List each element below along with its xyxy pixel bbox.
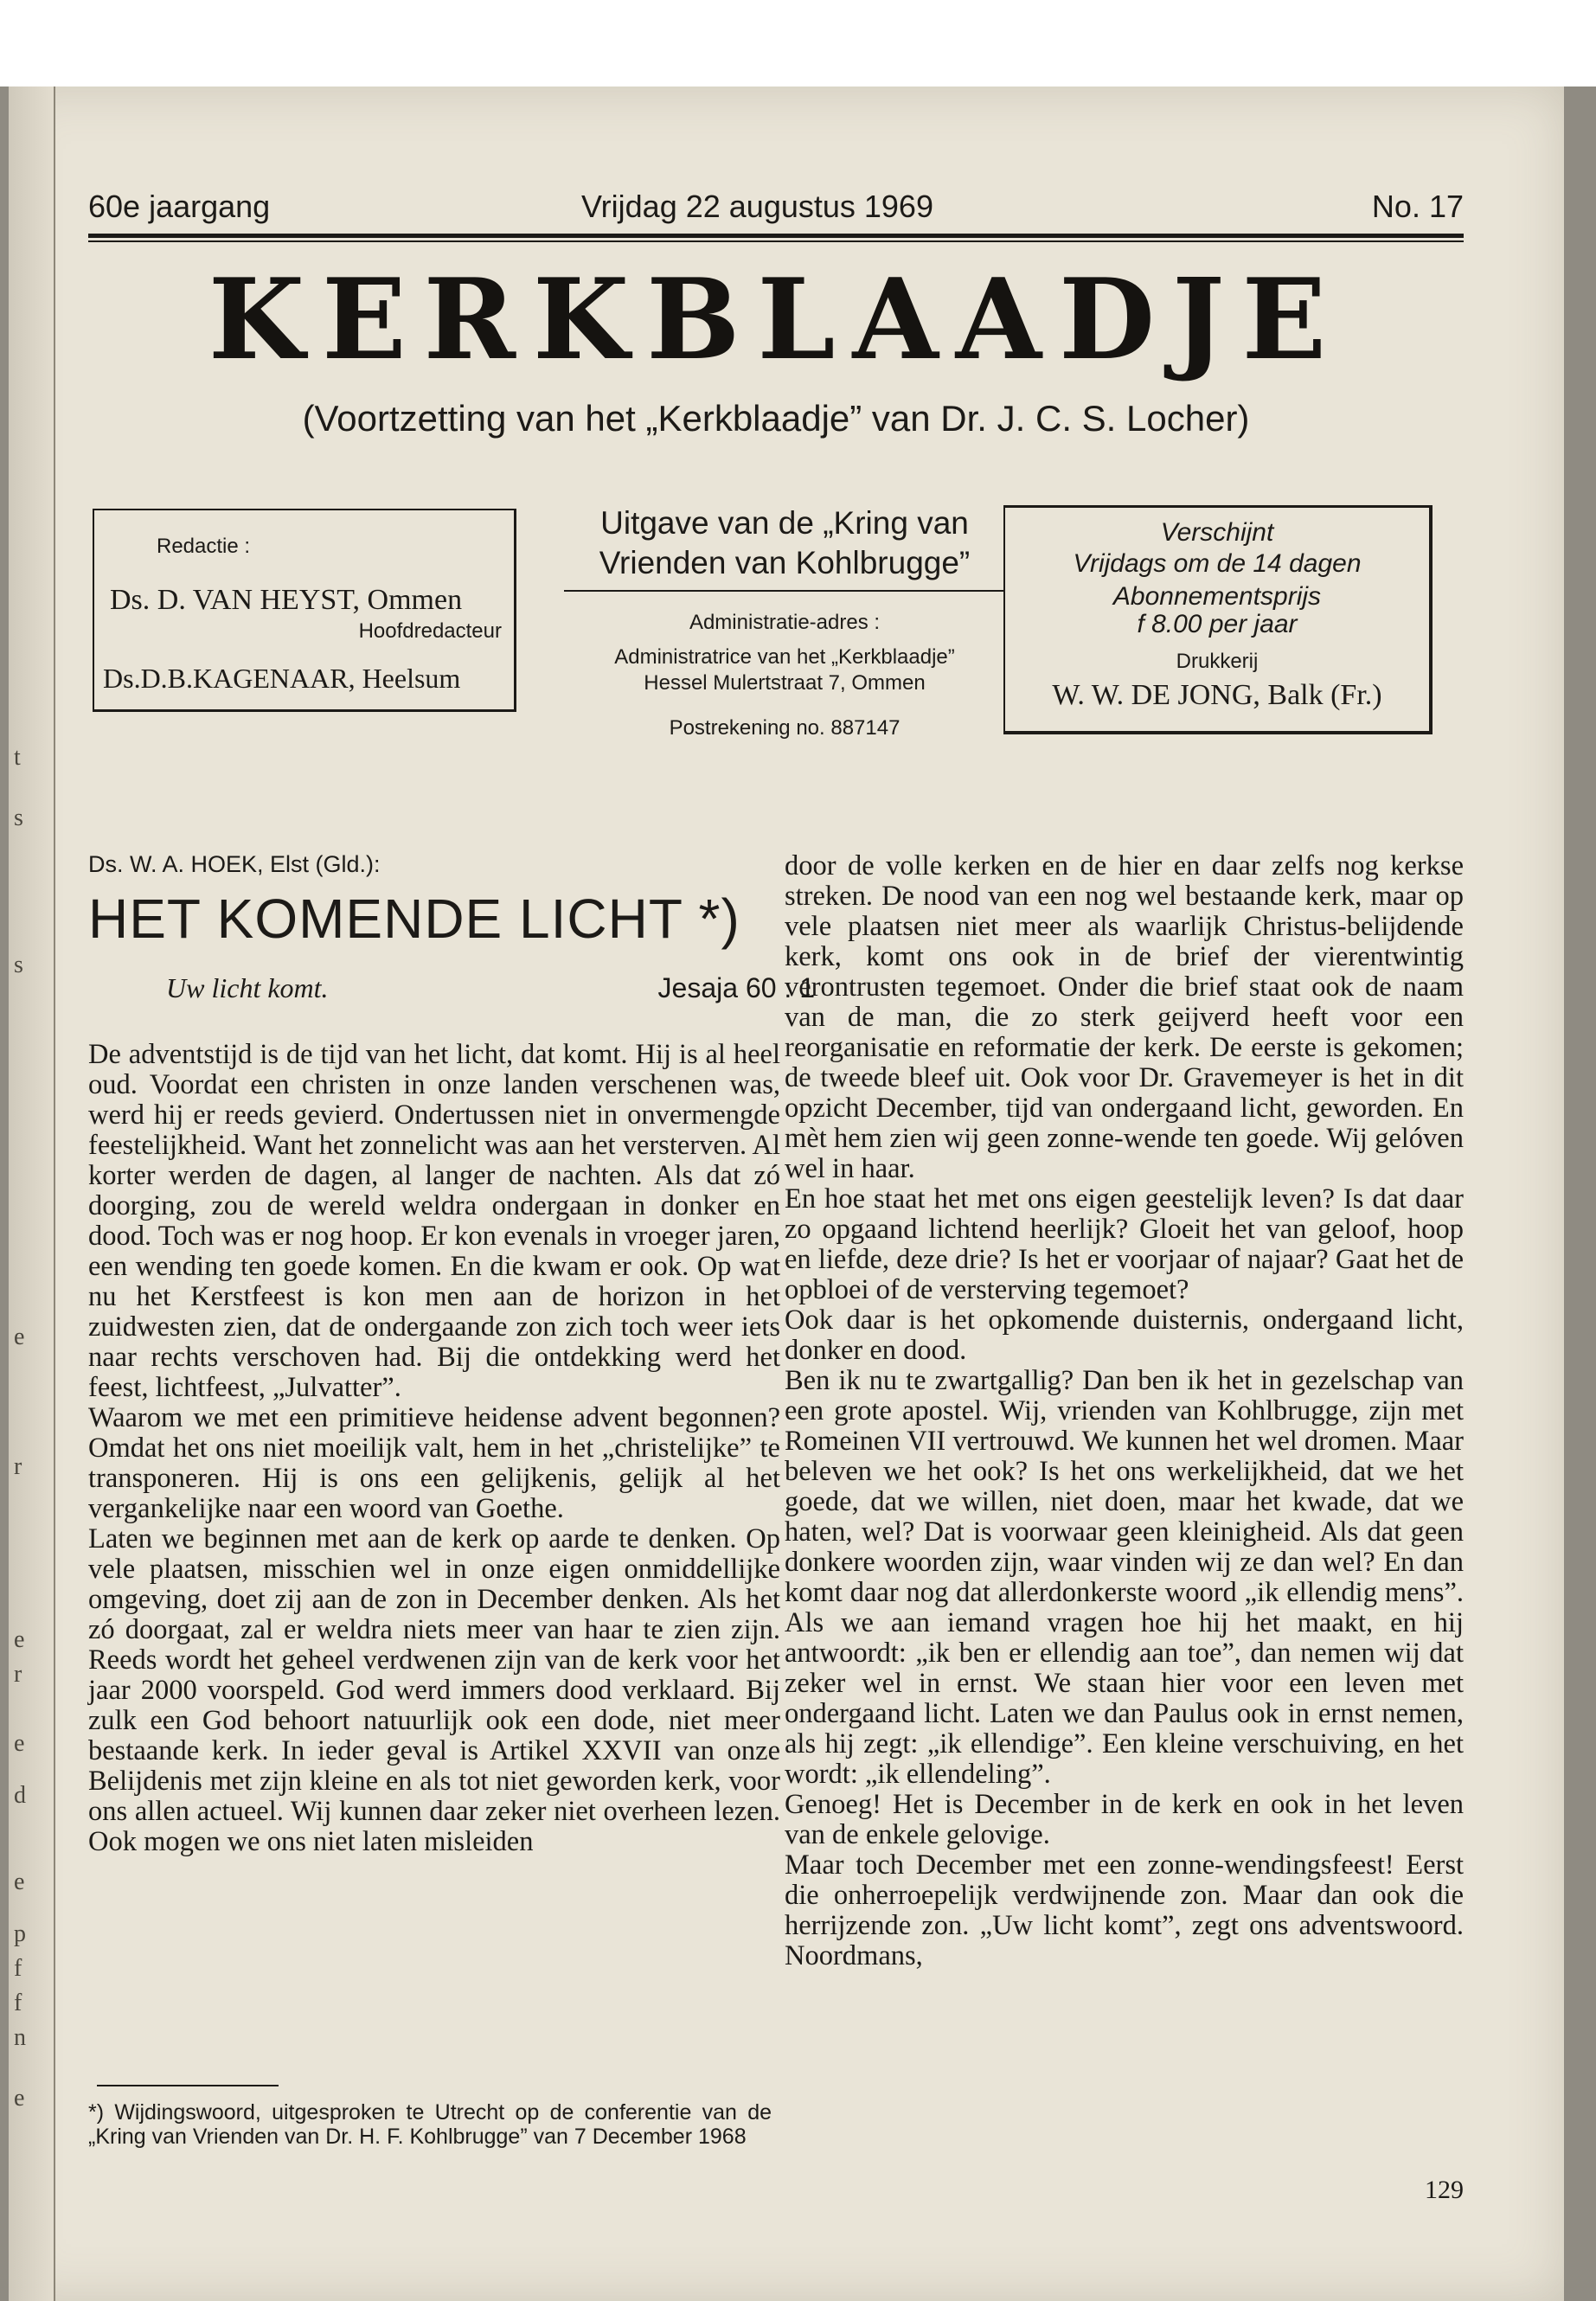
publisher-line: Vrienden van Kohlbrugge” [599,545,971,580]
subscription-box [1003,505,1433,734]
margin-fragment: e [14,1626,25,1653]
header-rule [88,234,1464,242]
admin-line: Administratrice van het „Kerkblaadje” [614,645,955,669]
price-label: Abonnementsprijs [1112,582,1322,611]
margin-fragment: e [14,1324,25,1350]
paragraph: door de volle kerken en de hier en daar zelfs nog kerkse streken. De nood van een nog wel bestaande kerk, maar op vele plaatsen niet meer als waarlijk Christus-belijdende kerk, komt ons ook in de brief der vierentwintig verontrusten tegemoet. Onder die brief staat ook de naam van de man, die zo sterk geijverd heeft voor een reorganisatie en reformatie der kerk. De eerste is gekomen; de tweede bleef uit. Ook voor Dr. Gravemeyer is het in dit opzicht December, tijd van ondergaand licht, geworden. En mèt hem zien wij geen zonne-wende ten goede. Wij gelóven wel in haar. [785,850,1464,1184]
footnote-rule [97,2085,279,2086]
publisher-block [538,503,1031,815]
editor-name: Ds. D. VAN HEYST, Ommen [110,584,463,616]
margin-fragment: t [14,744,21,771]
margin-fragment: d [14,1782,26,1809]
paragraph: Ben ik nu te zwartgallig? Dan ben ik het in gezelschap van een grote apostel. Wij, vrienden van Kohlbrugge, zijn met Romeinen VII vertrouwd. We kunnen het wel dromen. Maar beleven we het ook? Is het ons werkelijkheid, dat we het goede, dat we willen, niet doen, maar het kwade, dat we haten, wel? Dat is voorwaar geen kleinigheid. Als dat geen donkere woorden zijn, waar vinden wij ze dan wel? En dan komt daar nog dat allerdonkerste woord „ik ellendig mens”. Als we aan iemand vragen hoe hij het maakt, en hij antwoordt: „ik ben er ellendig aan toe”, dan nemen wij dat zeker wel in ernst. We staan hier voor een leven met ondergaand licht. Laten we dan Paulus ook in ernst nemen, als hij zegt: „ik ellendige”. Een kleine verschuiving, en het wordt: „ik ellendeling”. [785,1365,1464,1790]
paragraph: Laten we beginnen met aan de kerk op aarde te denken. Op vele plaatsen, misschien wel in onze eigen onmiddellijke omgeving, doet zij aan de zon in December denken. Als het zó doorgaat, zal er weldra niets meer van haar te zien zijn. Reeds wordt het geheel verdwenen zijn van de kerk voor het jaar 2000 voorspeld. God werd immers dood verklaard. Bij zulk een God behoort natuurlijk ook een dode, niet meer bestaande kerk. In ieder geval is Artikel XXVII van onze Belijdenis met zijn kleine en als tot niet geworden kerk, voor ons allen actueel. Wij kunnen daar zeker niet overheen lezen. Ook mogen we ons niet laten misleiden [88,1523,780,1857]
publisher-rule [564,590,1005,592]
masthead-title: KERKBLAADJE [208,255,1344,385]
article-column-right [785,851,1464,1971]
editorial-label: Redactie : [157,535,251,558]
page-number: 129 [1425,2176,1464,2204]
page-content [54,87,1564,2301]
editorial-box [93,509,516,712]
paragraph: Maar toch December met een zonne-wendingsfeest! Eerst die onherroepelijk verdwijnende zon. Maar dan ook die herrijzende zon. „Uw licht komt”, zegt ons adventswoord. Noordmans, [785,1849,1464,1971]
issue-number: No. 17 [1371,189,1464,224]
article-column-left [88,1040,780,1857]
motto-reference: Jesaja 60 : 1 [657,972,815,1003]
margin-fragment: r [14,1661,22,1688]
margin-fragment: f [14,1955,22,1982]
paragraph: Genoeg! Het is December in de kerk en ook in het leven van de enkele gelovige. [785,1789,1464,1850]
margin-fragment: n [14,2024,26,2051]
printer-label: Drukkerij [1176,650,1259,673]
paragraph: Waarom we met een primitieve heidense advent begonnen? Omdat het ons niet moeilijk valt, hem in het „christelijke” te transponeren. Hij is ons een gelijkenis, gelijk al het vergankelijke naar een woord van Goethe. [88,1402,780,1524]
newspaper-page [9,87,1564,2301]
masthead-subtitle: (Voortzetting van het „Kerkblaadje” van Dr. J. C. S. Locher) [302,398,1250,439]
margin-fragment: s [14,804,23,831]
motto-text: Uw licht komt. [166,972,329,1003]
frequency-text: Vrijdags om de 14 dagen [1073,549,1362,578]
printer-name: W. W. DE JONG, Balk (Fr.) [1052,679,1382,711]
volume: 60e jaargang [88,189,271,224]
margin-fragment: e [14,1730,25,1757]
publisher-line: Uitgave van de „Kring van [600,505,969,541]
header-line [88,189,1464,232]
footnote: *) Wijdingswoord, uitgesproken te Utrecht op de conferentie van de „Kring van Vrienden van Dr. H. F. Kohlbrugge” van 7 December 1968 [88,2100,772,2149]
paragraph: Ook daar is het opkomende duisternis, ondergaand licht, donker en dood. [785,1304,1464,1366]
article-motto [166,972,815,1007]
margin-fragment: s [14,952,23,978]
margin-fragment: p [14,1920,26,1947]
admin-address: Hessel Mulertstraat 7, Ommen [644,671,926,695]
editor-name: Ds.D.B.KAGENAAR, Heelsum [103,663,461,694]
margin-fragment: f [14,1990,22,2016]
issue-date: Vrijdag 22 augustus 1969 [581,189,933,224]
postal-account: Postrekening no. 887147 [669,716,901,740]
scan-frame [0,87,1596,2301]
article-title: HET KOMENDE LICHT *) [88,888,740,950]
frequency-label: Verschijnt [1160,518,1274,547]
margin-fragment: e [14,1868,25,1895]
paragraph: En hoe staat het met ons eigen geestelijk leven? Is dat daar zo opgaand lichtend heerlijk? Gloeit het van geloof, hoop en liefde, deze drie? Is het er voorjaar of najaar? Gaat het de opbloei of de versterving tegemoet? [785,1183,1464,1305]
price-text: f 8.00 per jaar [1137,610,1298,638]
article-author: Ds. W. A. HOEK, Elst (Gld.): [88,851,381,877]
editor-title: Hoofdredacteur [358,619,502,643]
paragraph: De adventstijd is de tijd van het licht, dat komt. Hij is al heel oud. Voordat een christen in onze landen verschenen was, werd hij er reeds gevierd. Ondertussen niet in onvermengde feestelijkheid. Want het zonnelicht was aan het versterven. Al korter werden de dagen, al langer de nachten. Als dat zó doorging, zou de wereld weldra ondergaan in donker en dood. Toch was er nog hoop. Er kon evenals in vroeger jaren, een wending ten goede komen. En die kwam er ook. Op wat nu het Kerstfeest is kon men aan de horizon in het zuidwesten zien, dat de ondergaande zon zich toch weer iets naar rechts verschoven had. Bij die ontdekking werd het feest, lichtfeest, „Julvatter”. [88,1039,780,1403]
margin-fragment: e [14,2085,25,2112]
admin-label: Administratie-adres : [689,611,881,634]
margin-fragment: r [14,1453,22,1480]
